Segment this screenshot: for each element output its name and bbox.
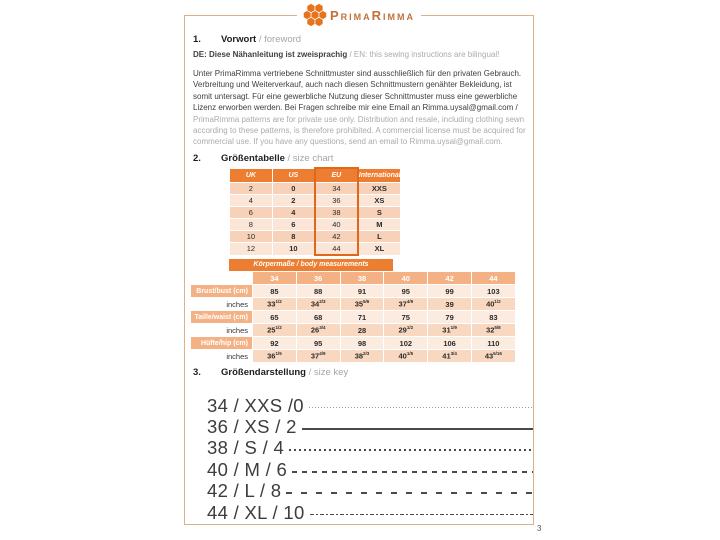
size-key-line-sample	[309, 407, 533, 408]
table-cell: 79	[428, 311, 472, 324]
table-cell: 71	[340, 311, 384, 324]
fraction: 1/2	[494, 299, 501, 305]
table-row	[230, 183, 401, 195]
table-row	[191, 285, 516, 298]
table-cell: $31^{1/9}$	[428, 324, 472, 337]
table-cell: 2	[230, 183, 273, 195]
table-row	[230, 219, 401, 231]
section-title-en: / foreword	[256, 34, 302, 45]
foreword-paragraph	[193, 68, 529, 148]
column-header: US	[272, 168, 315, 183]
fraction: 1/2	[406, 325, 414, 331]
table-cell: 4	[230, 195, 273, 207]
row-label: inches	[191, 298, 253, 311]
fraction: 4/9	[319, 351, 326, 357]
fraction: 1/2	[275, 325, 282, 331]
table-cell: 92	[253, 337, 297, 350]
size-key-line-sample	[310, 514, 533, 516]
table-cell: 88	[296, 285, 340, 298]
table-row	[230, 195, 401, 207]
section-1-heading	[193, 34, 301, 45]
table-row	[230, 243, 401, 256]
foreword-en: PrimaRimma patterns are for private use only. Distribution and resale, including clothing sewn according to these patterns, is therefore prohibited. A commercial license must be acquired for commercial use. If you have any questions, send an email to Rimma.uysal@gmail.com.	[193, 114, 526, 147]
table-cell: $26^{3/4}$	[296, 324, 340, 337]
fraction: 5/8	[494, 325, 501, 331]
section-number: 3.	[193, 367, 201, 378]
size-key-item	[207, 502, 533, 523]
table-cell: 6	[272, 219, 315, 231]
size-key-item	[207, 416, 533, 437]
table-cell: $37^{4/9}$	[384, 298, 428, 311]
size-header: 44	[471, 272, 515, 285]
column-header: UK	[230, 168, 273, 183]
table-cell: 85	[253, 285, 297, 298]
fraction: 2/3	[319, 299, 326, 305]
section-number: 1.	[193, 34, 201, 45]
bilingual-note-en: / EN: this sewing instructions are bilingual!	[347, 50, 500, 59]
size-key-line-sample	[302, 428, 533, 430]
table-cell: 36	[315, 195, 358, 207]
column-header: International	[358, 168, 401, 183]
fraction: 3/4	[450, 351, 457, 357]
table-cell: 95	[296, 337, 340, 350]
table-cell: $29^{1/2}$	[384, 324, 428, 337]
table-cell: XS	[358, 195, 401, 207]
table-cell: 0	[272, 183, 315, 195]
measurements-table	[190, 271, 516, 363]
table-cell: 103	[471, 285, 515, 298]
table-cell: M	[358, 219, 401, 231]
section-title-de: Vorwort	[221, 34, 257, 45]
fraction: 5/16	[493, 351, 502, 357]
table-cell: 12	[230, 243, 273, 256]
table-cell: $43^{5/16}$	[471, 350, 515, 363]
size-header: 42	[428, 272, 472, 285]
fraction: 5/6	[363, 299, 370, 305]
table-header-row	[230, 168, 401, 183]
column-header: EU	[315, 168, 358, 183]
size-key-label: 44 / XL / 10	[207, 501, 305, 523]
table-cell: 39	[428, 298, 472, 311]
table-cell: $40^{1/5}$	[384, 350, 428, 363]
brand-logo	[297, 2, 421, 28]
table-cell: 95	[384, 285, 428, 298]
table-cell: $38^{2/3}$	[340, 350, 384, 363]
fraction: 2/3	[363, 351, 370, 357]
size-key-item	[207, 459, 533, 480]
size-key-line-sample	[289, 449, 533, 451]
size-key-line-sample	[292, 471, 533, 473]
table-cell: 10	[230, 231, 273, 243]
table-row	[191, 298, 516, 311]
size-header: 36	[296, 272, 340, 285]
table-cell: XL	[358, 243, 401, 256]
table-cell: 42	[315, 231, 358, 243]
brand-name: PrimaRimma	[329, 7, 416, 23]
fraction: 3/4	[319, 325, 326, 331]
honeycomb-icon	[303, 2, 327, 28]
fraction: 1/5	[275, 351, 282, 357]
table-cell: 65	[253, 311, 297, 324]
row-label: Taille/waist (cm)	[191, 311, 253, 324]
table-row	[191, 337, 516, 350]
bilingual-note	[193, 50, 529, 59]
table-cell: 102	[384, 337, 428, 350]
size-key-label: 34 / XXS /0	[207, 394, 304, 416]
table-cell: $34^{2/3}$	[296, 298, 340, 311]
size-key-item	[207, 481, 533, 502]
table-cell: 6	[230, 207, 273, 219]
table-cell: 8	[272, 231, 315, 243]
table-row	[230, 231, 401, 243]
fraction: 1/5	[406, 351, 414, 357]
table-cell: 68	[296, 311, 340, 324]
table-cell: 34	[315, 183, 358, 195]
table-cell: 28	[340, 324, 384, 337]
table-cell: 40	[315, 219, 358, 231]
table-header-row	[191, 272, 516, 285]
measurements-title: Körpermaße / body measurements	[229, 259, 393, 271]
table-cell: S	[358, 207, 401, 219]
bilingual-note-de: DE: Diese Nähanleitung ist zweisprachig	[193, 50, 348, 59]
size-key-label: 40 / M / 6	[207, 458, 288, 480]
size-key-label: 36 / XS / 2	[207, 416, 297, 438]
table-cell: 38	[315, 207, 358, 219]
section-title-en: / size key	[305, 367, 349, 378]
page-number: 3	[537, 524, 542, 533]
table-cell: 2	[272, 195, 315, 207]
size-chart-table	[229, 167, 401, 256]
table-cell: $41^{3/4}$	[428, 350, 472, 363]
table-cell: 44	[315, 243, 358, 256]
page-border	[184, 7, 534, 525]
fraction: 4/9	[406, 299, 414, 305]
table-row	[191, 350, 516, 363]
row-label: inches	[191, 324, 253, 337]
table-cell: 98	[340, 337, 384, 350]
table-cell: $40^{1/2}$	[471, 298, 515, 311]
section-2-heading	[193, 153, 333, 164]
size-key-label: 42 / L / 8	[207, 480, 282, 502]
table-cell: 75	[384, 311, 428, 324]
table-cell: L	[358, 231, 401, 243]
fraction: 1/9	[450, 325, 457, 331]
table-cell: 4	[272, 207, 315, 219]
table-cell: $37^{4/9}$	[296, 350, 340, 363]
size-key-line-sample	[286, 492, 533, 494]
table-cell: 83	[471, 311, 515, 324]
row-label: Hüfte/hip (cm)	[191, 337, 253, 350]
table-cell: $36^{1/5}$	[253, 350, 297, 363]
table-cell: 91	[340, 285, 384, 298]
corner-cell	[191, 272, 253, 285]
size-key-list	[207, 395, 533, 523]
row-label: inches	[191, 350, 253, 363]
section-title-de: Größendarstellung	[221, 367, 306, 378]
table-cell: 99	[428, 285, 472, 298]
table-cell: 8	[230, 219, 273, 231]
foreword-de: Unter PrimaRimma vertriebene Schnittmuster sind ausschließlich für den privaten Gebrauch. Verbreitung und Weiterverkauf, auch nach diesen Schnittmustern genähter Bekleidung, ist somit untersagt. Für eine gewerbliche Nutzung dieser Schnittmuster muss eine gewerbliche Lizenz erworben werden. Bei Fragen schreibe mir eine Email an Rimma.uysal@gmail.com /	[193, 69, 522, 113]
section-3-heading	[193, 367, 348, 378]
section-number: 2.	[193, 153, 201, 164]
table-cell: XXS	[358, 183, 401, 195]
fraction: 1/2	[275, 299, 282, 305]
table-cell: $32^{5/8}$	[471, 324, 515, 337]
table-cell: $35^{5/6}$	[340, 298, 384, 311]
table-cell: $33^{1/2}$	[253, 298, 297, 311]
table-cell: $25^{1/2}$	[253, 324, 297, 337]
size-header: 40	[384, 272, 428, 285]
table-cell: 10	[272, 243, 315, 256]
section-title-de: Größentabelle	[221, 153, 285, 164]
section-title-en: / size chart	[284, 153, 334, 164]
table-row	[230, 207, 401, 219]
table-row	[191, 311, 516, 324]
table-cell: 110	[471, 337, 515, 350]
size-key-item	[207, 395, 533, 416]
size-key-item	[207, 438, 533, 459]
size-header: 38	[340, 272, 384, 285]
row-label: Brust/bust (cm)	[191, 285, 253, 298]
size-header: 34	[253, 272, 297, 285]
table-row	[191, 324, 516, 337]
size-key-label: 38 / S / 4	[207, 437, 285, 459]
table-cell: 106	[428, 337, 472, 350]
